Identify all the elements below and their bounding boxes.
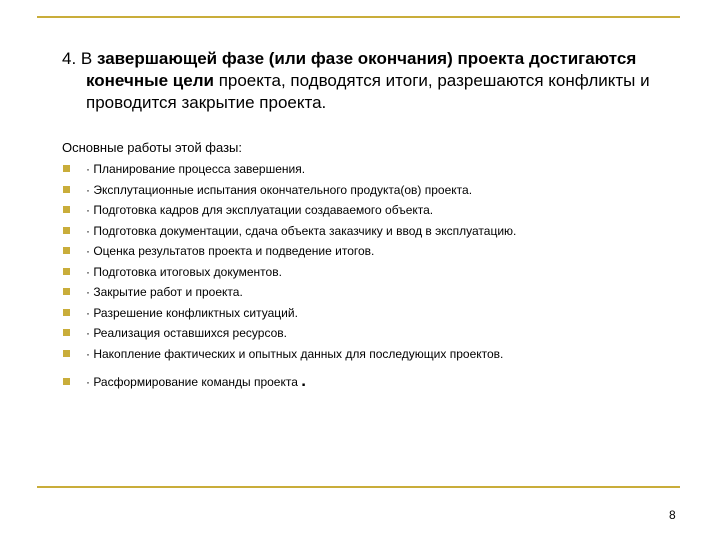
square-bullet-icon: [63, 288, 70, 295]
list-item: [62, 346, 692, 367]
list-item: [62, 243, 692, 264]
square-bullet-icon: [63, 227, 70, 234]
list-item: [62, 264, 692, 285]
intro-text: Основные работы этой фазы:: [62, 140, 243, 155]
square-bullet-icon: [63, 186, 70, 193]
heading-bold: завершающей фазе (или фазе окончания) проекта достигаются конечные цели: [86, 49, 637, 90]
list-item-suffix: .: [301, 371, 306, 390]
square-bullet-icon: [63, 329, 70, 336]
square-bullet-icon: [63, 206, 70, 213]
list-item: [62, 161, 692, 182]
list-item: [62, 182, 692, 203]
top-divider: [37, 16, 680, 18]
square-bullet-icon: [63, 350, 70, 357]
list-item: [62, 223, 692, 244]
page-number: 8: [669, 508, 676, 522]
list-item-text: · Реализация оставшихся ресурсов.: [86, 326, 287, 340]
square-bullet-icon: [63, 309, 70, 316]
list-item: [62, 284, 692, 305]
heading-prefix: 4. В: [62, 49, 97, 68]
square-bullet-icon: [63, 378, 70, 385]
list-item-text: · Оценка результатов проекта и подведение итогов.: [86, 244, 375, 258]
list-item-text: · Планирование процесса завершения.: [86, 162, 306, 176]
list-item-text: · Подготовка документации, сдача объекта заказчику и ввод в эксплуатацию.: [86, 223, 517, 238]
list-item-text: · Закрытие работ и проекта.: [86, 285, 243, 299]
list-item: [62, 325, 692, 346]
list-item-text: · Разрешение конфликтных ситуаций.: [86, 305, 298, 320]
list-item-text: · Накопление фактических и опытных данных для последующих проектов.: [86, 346, 504, 361]
bullet-list: [62, 161, 692, 395]
list-item-text: · Подготовка итоговых документов.: [86, 264, 282, 279]
list-item-text: · Эксплутационные испытания окончательного продукта(ов) проекта.: [86, 182, 473, 197]
bottom-divider: [37, 486, 680, 488]
heading-rest: проекта, подводятся итоги, разрешаются конфликты и проводится закрытие проекта.: [86, 71, 650, 112]
list-item-text: · Подготовка кадров для эксплуатации создаваемого объекта.: [86, 203, 434, 217]
list-item-text: · Расформирование команды проекта: [86, 375, 298, 389]
square-bullet-icon: [63, 268, 70, 275]
list-item: [62, 202, 692, 223]
list-item: [62, 371, 692, 395]
slide-content: [62, 48, 692, 395]
list-item: [62, 305, 692, 326]
square-bullet-icon: [63, 247, 70, 254]
slide-heading: [62, 48, 692, 114]
square-bullet-icon: [63, 165, 70, 172]
